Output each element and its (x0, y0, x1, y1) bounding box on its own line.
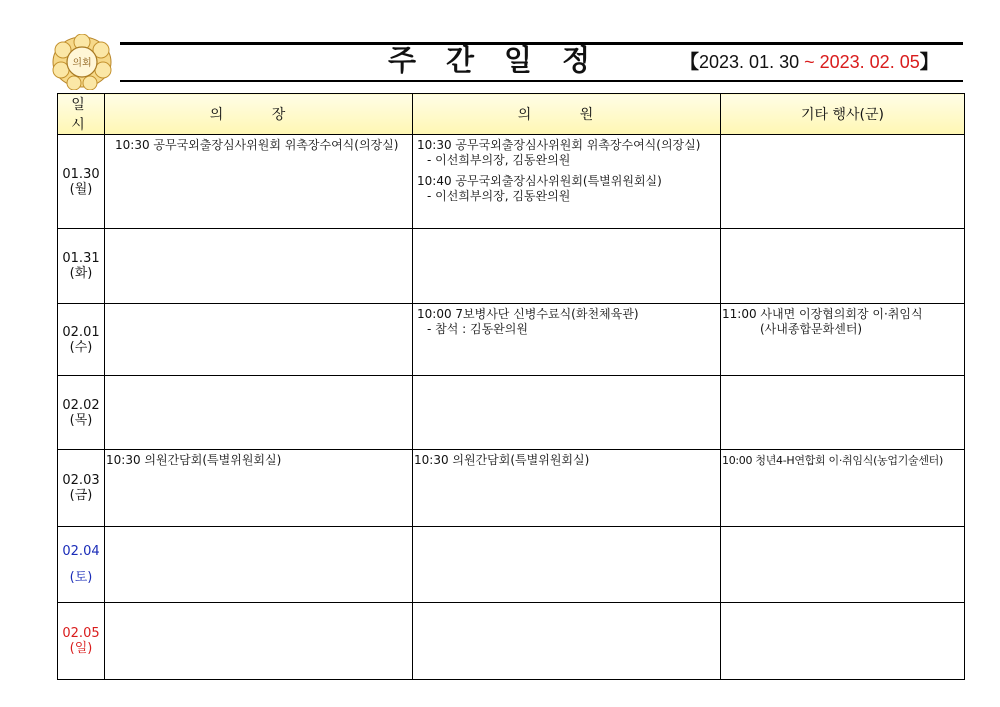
member-cell (413, 527, 721, 603)
other-cell (721, 304, 965, 376)
event-line: 10:30 공무국외출장심사위원회 위촉장수여식(의장실) (115, 138, 399, 152)
table-row (58, 376, 965, 450)
chair-cell (105, 603, 413, 680)
other-cell (721, 376, 965, 450)
day-label: (목) (69, 412, 93, 428)
event-venue: (사내종합문화센터) (760, 322, 863, 336)
chair-cell (105, 135, 413, 229)
date-cell (58, 304, 105, 376)
event-line: 10:00 청년4-H연합회 이·취임식(농업기술센터) (722, 454, 944, 467)
member-cell (413, 376, 721, 450)
event-entry (721, 304, 964, 337)
schedule-period (680, 48, 939, 76)
date-cell-saturday (58, 527, 105, 603)
event-entry (413, 450, 720, 468)
date-cell (58, 229, 105, 304)
date-label: 02.05 (62, 626, 100, 641)
table-row (58, 304, 965, 376)
period-close-bracket: 】 (919, 52, 939, 73)
table-row (58, 527, 965, 603)
table-row (58, 450, 965, 527)
column-header-chair: 의 장 (105, 94, 413, 135)
page-title: 주간일정 (388, 43, 621, 77)
event-attendees: - 이선희부의장, 김동완의원 (427, 189, 571, 203)
day-label: (화) (69, 266, 93, 281)
chair-cell (105, 450, 413, 527)
table-header-row (58, 94, 965, 135)
council-emblem-icon (50, 34, 114, 90)
date-label: 02.02 (62, 397, 100, 413)
other-cell (721, 450, 965, 527)
table-row (58, 135, 965, 229)
chair-cell (105, 527, 413, 603)
day-label: (월) (69, 181, 93, 197)
column-header-datetime: 일 시 (58, 94, 105, 135)
other-cell (721, 135, 965, 229)
event-line: 10:30 공무국외출장심사위원회 위촉장수여식(의장실) (417, 138, 701, 152)
event-entry (721, 450, 964, 468)
event-line: 10:30 의원간담회(특별위원회실) (414, 453, 590, 467)
date-label: 01.30 (62, 166, 100, 182)
chair-cell (105, 376, 413, 450)
event-attendees: - 이선희부의장, 김동완의원 (427, 153, 571, 167)
column-header-member: 의 원 (413, 94, 721, 135)
date-label: 01.31 (62, 251, 100, 266)
other-cell (721, 229, 965, 304)
event-attendees: - 참석 : 김동완의원 (427, 322, 528, 336)
date-label: 02.04 (62, 543, 100, 559)
period-open-bracket: 【 (680, 52, 700, 73)
date-cell (58, 450, 105, 527)
event-entry (105, 135, 412, 153)
date-cell (58, 135, 105, 229)
event-entry (413, 168, 720, 204)
day-label: (일) (69, 641, 93, 656)
event-line: 10:40 공무국외출장심사위원회(특별위원회실) (417, 174, 662, 188)
date-label: 02.03 (62, 473, 100, 488)
period-start: 2023. 01. 30 (699, 52, 800, 72)
event-line: 10:30 의원간담회(특별위원회실) (106, 453, 282, 467)
member-cell (413, 603, 721, 680)
day-label: (토) (69, 569, 93, 585)
event-entry (413, 304, 720, 337)
day-label: (금) (69, 488, 93, 503)
chair-cell (105, 304, 413, 376)
day-label: (수) (69, 339, 93, 355)
member-cell (413, 304, 721, 376)
column-header-other-events: 기타 행사(군) (721, 94, 965, 135)
member-cell (413, 450, 721, 527)
other-cell (721, 603, 965, 680)
event-entry (105, 450, 412, 468)
member-cell (413, 135, 721, 229)
chair-cell (105, 229, 413, 304)
event-line: 10:00 7보병사단 신병수료식(화천체육관) (417, 307, 639, 321)
period-separator: ~ (799, 52, 820, 72)
event-line: 11:00 사내면 이장협의회장 이·취임식 (722, 307, 923, 321)
council-emblem-text: 의회 (72, 58, 92, 69)
date-cell (58, 376, 105, 450)
date-cell-sunday (58, 603, 105, 680)
table-row (58, 229, 965, 304)
event-entry (413, 135, 720, 168)
table-row (58, 603, 965, 680)
date-label: 02.01 (62, 324, 100, 340)
member-cell (413, 229, 721, 304)
other-cell (721, 527, 965, 603)
period-end: 2023. 02. 05 (819, 52, 920, 72)
title-rule-bottom (120, 80, 963, 82)
weekly-schedule-table (57, 93, 965, 680)
